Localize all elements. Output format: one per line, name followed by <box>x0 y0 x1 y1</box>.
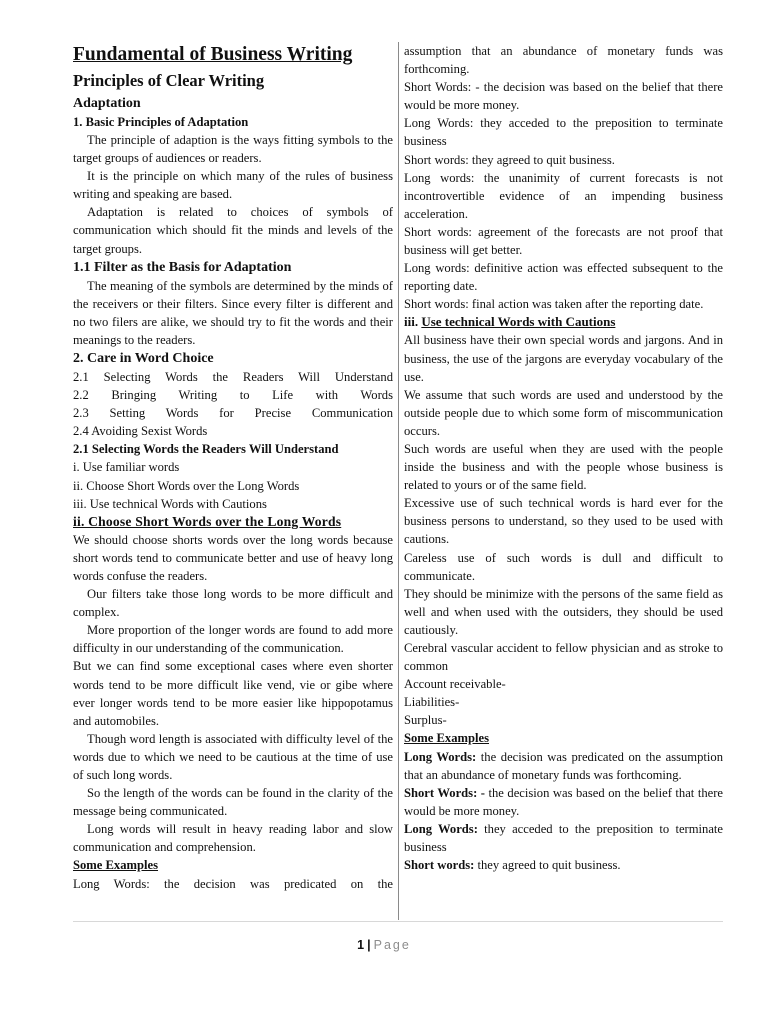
list-item: ii. Choose Short Words over the Long Words <box>73 478 300 493</box>
column-divider <box>398 42 399 920</box>
paragraph: We assume that such words are used and understood by the outside people due to which some form of miscommunication occurs. <box>404 387 723 438</box>
paragraph: Adaptation is related to choices of symbols of communication which should fit the minds and levels of the target groups. <box>73 205 393 256</box>
paragraph: We should choose shorts words over the long words because short words tend to communicate better and use of heavy long words confuse the readers. <box>73 532 393 583</box>
paragraph: All business have their own special words and jargons. And in business, the use of the jargons are everyday vocabulary of the use. <box>404 333 723 384</box>
list-item: 2.3 Setting Words for Precise Communication <box>73 406 393 421</box>
heading-some-examples: Some Examples <box>404 731 490 746</box>
heading-basic-principles: 1. Basic Principles of Adaptation <box>73 115 249 129</box>
document-title: Fundamental of Business Writing <box>73 44 353 65</box>
list-item: iii. Use technical Words with Cautions <box>73 496 267 511</box>
example-label: Long Words: <box>404 821 478 836</box>
heading-technical-words <box>404 313 723 331</box>
heading-care-word-choice: 2. Care in Word Choice <box>73 351 214 367</box>
section-heading-adaptation: Adaptation <box>73 96 141 111</box>
example-paragraph <box>404 748 723 784</box>
heading-filter: 1.1 Filter as the Basis for Adaptation <box>73 259 292 275</box>
page-label: Page <box>373 938 411 952</box>
paragraph: Such words are useful when they are used with the people inside the business and with the people whose business is related to yours or of the same field. <box>404 441 723 493</box>
paragraph: Long words: definitive action was effected subsequent to the reporting date. <box>404 261 723 294</box>
paragraph: The principle of adaption is the ways fitting symbols to the target groups of audiences or readers. <box>73 133 393 166</box>
example-text: the decision was based on the belief that there would be more money. <box>404 785 723 818</box>
list-item: Liabilities- <box>404 695 460 710</box>
heading-number: iii. <box>404 314 419 330</box>
paragraph: Long words will result in heavy reading labor and slow communication and comprehension. <box>73 822 393 855</box>
paragraph: Careless use of such words is dull and difficult to communicate. <box>404 550 723 583</box>
example-text: the decision was predicated on the assumption that an abundance of monetary funds was forthcoming. <box>404 749 723 782</box>
footer-rule <box>73 921 723 922</box>
list-item: 2.2 Bringing Writing to Life with Words <box>73 388 393 403</box>
paragraph: Short words: final action was taken after the reporting date. <box>404 297 704 312</box>
paragraph: It is the principle on which many of the rules of business writing and speaking are based. <box>73 169 393 202</box>
heading-text: Use technical Words with Cautions <box>421 314 616 330</box>
footer-separator: | <box>367 938 371 952</box>
example-text: they acceded to the preposition to terminate business <box>404 821 723 855</box>
paragraph: But we can find some exceptional cases where even shorter words tend to be more difficult like vend, vie or gibe where ever longer words tend to be more easier like hippopotamus and automobiles. <box>73 659 393 728</box>
example-label: Short words: <box>404 858 475 873</box>
paragraph: Long Words: the decision was predicated on the <box>73 876 393 891</box>
paragraph: Long Words: they acceded to the preposition to terminate business <box>404 116 723 149</box>
section-heading-principles: Principles of Clear Writing <box>73 71 265 90</box>
paragraph: The meaning of the symbols are determined by the minds of the receivers or their filters. Since every filter is different and no two filers are alike, we should try to fit the words and their meanings to the readers. <box>73 278 393 347</box>
list-item: 2.4 Avoiding Sexist Words <box>73 424 208 439</box>
heading-some-examples: Some Examples <box>73 858 159 873</box>
example-paragraph <box>404 856 723 874</box>
paragraph: assumption that an abundance of monetary funds was forthcoming. <box>404 44 723 77</box>
heading-choose-short-words: ii. Choose Short Words over the Long Words <box>73 513 342 529</box>
paragraph: Excessive use of such technical words is hard ever for the business persons to understand, so they used to be used with cautions. <box>404 496 723 547</box>
list-item: Account receivable- <box>404 677 506 692</box>
paragraph: Long words: the unanimity of current forecasts is not incontrovertible evidence of an impending business acceleration. <box>404 170 723 221</box>
paragraph: So the length of the words can be found in the clarity of the message being communicated. <box>73 786 393 819</box>
paragraph: They should be minimize with the persons of the same field as well and when used with the outsiders, they should be used cautiously. <box>404 586 723 637</box>
example-text: they agreed to quit business. <box>474 858 621 873</box>
page-footer <box>0 938 768 952</box>
example-paragraph <box>404 784 723 820</box>
list-item: i. Use familiar words <box>73 460 180 475</box>
paragraph: Cerebral vascular accident to fellow physician and as stroke to common <box>404 641 723 674</box>
list-item: Surplus- <box>404 713 447 728</box>
paragraph: Our filters take those long words to be more difficult and complex. <box>73 587 393 620</box>
paragraph: Short Words: - the decision was based on the belief that there would be more money. <box>404 80 723 113</box>
paragraph: More proportion of the longer words are found to add more difficulty in our understanding of the communication. <box>73 623 393 656</box>
left-column <box>73 42 393 920</box>
example-label: Short Words: - <box>404 785 485 800</box>
page-number: 1 <box>357 938 365 952</box>
paragraph: Short words: they agreed to quit business. <box>404 152 615 167</box>
right-column <box>404 42 723 920</box>
heading-selecting-words: 2.1 Selecting Words the Readers Will Understand <box>73 442 339 457</box>
paragraph: Though word length is associated with difficulty level of the words due to which we need to be cautious at the time of use of such long words. <box>73 731 393 782</box>
example-label: Long Words: <box>404 749 477 764</box>
paragraph: Short words: agreement of the forecasts are not proof that business will get better. <box>404 224 723 258</box>
example-paragraph <box>404 820 723 856</box>
list-item: 2.1 Selecting Words the Readers Will Understand <box>73 370 393 385</box>
